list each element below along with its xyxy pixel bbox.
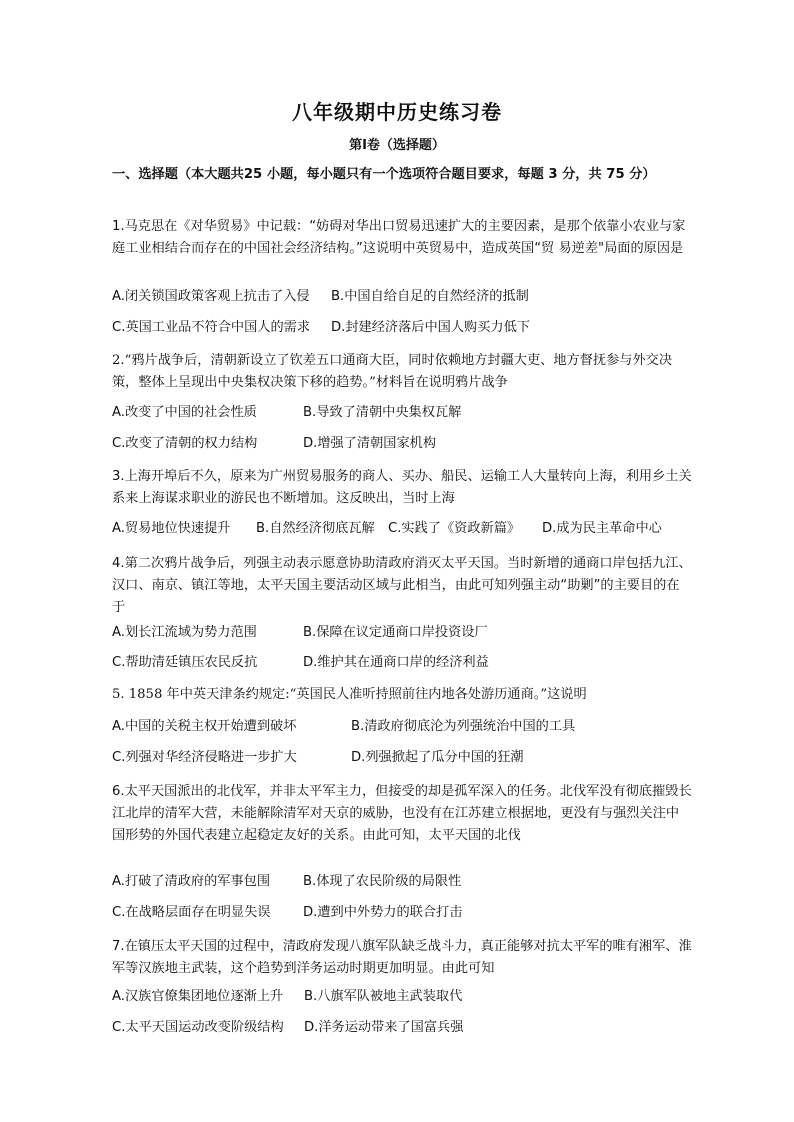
question-4-options-row-2 [112,652,692,674]
question-3-option-b[interactable]: B.自然经济彻底瓦解 [256,521,375,536]
question-6-option-b[interactable]: B.体现了农民阶级的局限性 [303,874,462,889]
question-6-options-row-1 [112,871,692,893]
question-4-stem: 4.第二次鸦片战争后，列强主动表示愿意协助清政府消灭太平天国。当时新增的通商口岸包括九江、汉口、南京、镇江等地，太平天国主要活动区域与此相当，由此可知列强主动“助剿”的主要目的在于 [112,556,692,615]
question-5-options-row-1 [112,716,692,738]
page-title: 八年级期中历史练习卷 [292,100,502,124]
question-7-option-d[interactable]: D.洋务运动带来了国富兵强 [304,1020,464,1035]
question-3-options-row [112,518,692,540]
question-2-option-d[interactable]: D.增强了清朝国家机构 [303,436,437,451]
question-5-options-row-2 [112,747,692,769]
question-1-stem: 1.马克思在《对华贸易》中记载：“妨碍对华出口贸易迅速扩大的主要因素，是那个依靠小农业与家庭工业相结合而存在的中国社会经济结构。”这说明中英贸易中，造成英国“贸 易逆差"局面的原因是 [112,219,686,256]
question-2-option-a[interactable]: A.改变了中国的社会性质 [112,405,257,420]
question-5-stem: 5. 1858 年中英天津条约规定:“英国民人准听持照前往内地各处游历通商。”这说明 [112,687,587,702]
question-3-option-c[interactable]: C.实践了《资政新篇》 [388,521,521,536]
question-7-options-row-1 [112,986,692,1008]
question-1-option-b[interactable]: B.中国自给自足的自然经济的抵制 [331,289,529,304]
question-5-option-a[interactable]: A.中国的关税主权开始遭到破坏 [112,719,297,734]
question-7-options-row-2 [112,1017,692,1039]
question-2-options-row-1 [112,402,692,424]
question-1-option-a[interactable]: A.闭关锁国政策客观上抗击了入侵 [112,289,310,304]
part-subtitle: 第I卷（选择题） [349,138,445,153]
question-2-options-row-2 [112,433,692,455]
question-7-option-b[interactable]: B.八旗军队被地主武装取代 [304,989,463,1004]
question-4-option-c[interactable]: C.帮助清廷镇压农民反抗 [112,655,258,670]
question-4-option-d[interactable]: D.维护其在通商口岸的经济利益 [303,655,489,670]
question-7-option-c[interactable]: C.太平天国运动改变阶级结构 [112,1020,284,1035]
question-3-option-d[interactable]: D.成为民主革命中心 [542,521,662,536]
question-5-option-c[interactable]: C.列强对华经济侵略进一步扩大 [112,750,297,765]
question-3-stem: 3.上海开埠后不久，原来为广州贸易服务的商人、买办、船民、运输工人大量转向上海，利用乡土关系来上海谋求职业的游民也不断增加。这反映出，当时上海 [112,469,692,506]
section-heading: 一、选择题（本大题共25 小题，每小题只有一个选项符合题目要求，每题 3 分，共 75 分） [112,167,656,182]
question-4-options-row-1 [112,622,692,644]
question-1-options-row-2 [112,317,692,339]
question-6-option-a[interactable]: A.打破了清政府的军事包围 [112,874,271,889]
question-5-option-b[interactable]: B.清政府彻底沦为列强统治中国的工具 [351,719,576,734]
question-5-option-d[interactable]: D.列强掀起了瓜分中国的狂潮 [351,750,524,765]
question-1-option-c[interactable]: C.英国工业品不符合中国人的需求 [112,320,311,335]
question-2-option-c[interactable]: C.改变了清朝的权力结构 [112,436,258,451]
question-4-option-b[interactable]: B.保障在议定通商口岸投资设厂 [303,625,488,640]
question-2-stem: 2.“鸦片战争后，清朝新设立了钦差五口通商大臣，同时依赖地方封疆大吏、地方督抚参与外交决策，整体上呈现出中央集权决策下移的趋势。”材料旨在说明鸦片战争 [112,353,673,390]
question-6-stem: 6.太平天国派出的北伐军，并非太平军主力，但接受的却是孤军深入的任务。北伐军没有彻底摧毁长江北岸的清军大营，未能解除清军对天京的威胁，也没有在江苏建立根据地，更没有与强烈关注中国形势的外国代表建立起稳定友好的关系。由此可知，太平天国的北伐 [112,784,692,843]
question-4-option-a[interactable]: A.划长江流域为势力范围 [112,625,257,640]
question-6-option-c[interactable]: C.在战略层面存在明显失误 [112,905,271,920]
question-1-option-d[interactable]: D.封建经济落后中国人购买力低下 [331,320,530,335]
question-6-options-row-2 [112,902,692,924]
question-1-options-row-1 [112,286,692,308]
question-6-option-d[interactable]: D.遭到中外势力的联合打击 [303,905,463,920]
question-7-stem: 7.在镇压太平天国的过程中，清政府发现八旗军队缺乏战斗力，真正能够对抗太平军的唯有湘军、淮军等汉族地主武装，这个趋势到洋务运动时期更加明显。由此可知 [112,939,692,976]
question-3-option-a[interactable]: A.贸易地位快速提升 [112,521,231,536]
question-7-option-a[interactable]: A.汉族官僚集团地位逐渐上升 [112,989,284,1004]
question-2-option-b[interactable]: B.导致了清朝中央集权瓦解 [303,405,462,420]
